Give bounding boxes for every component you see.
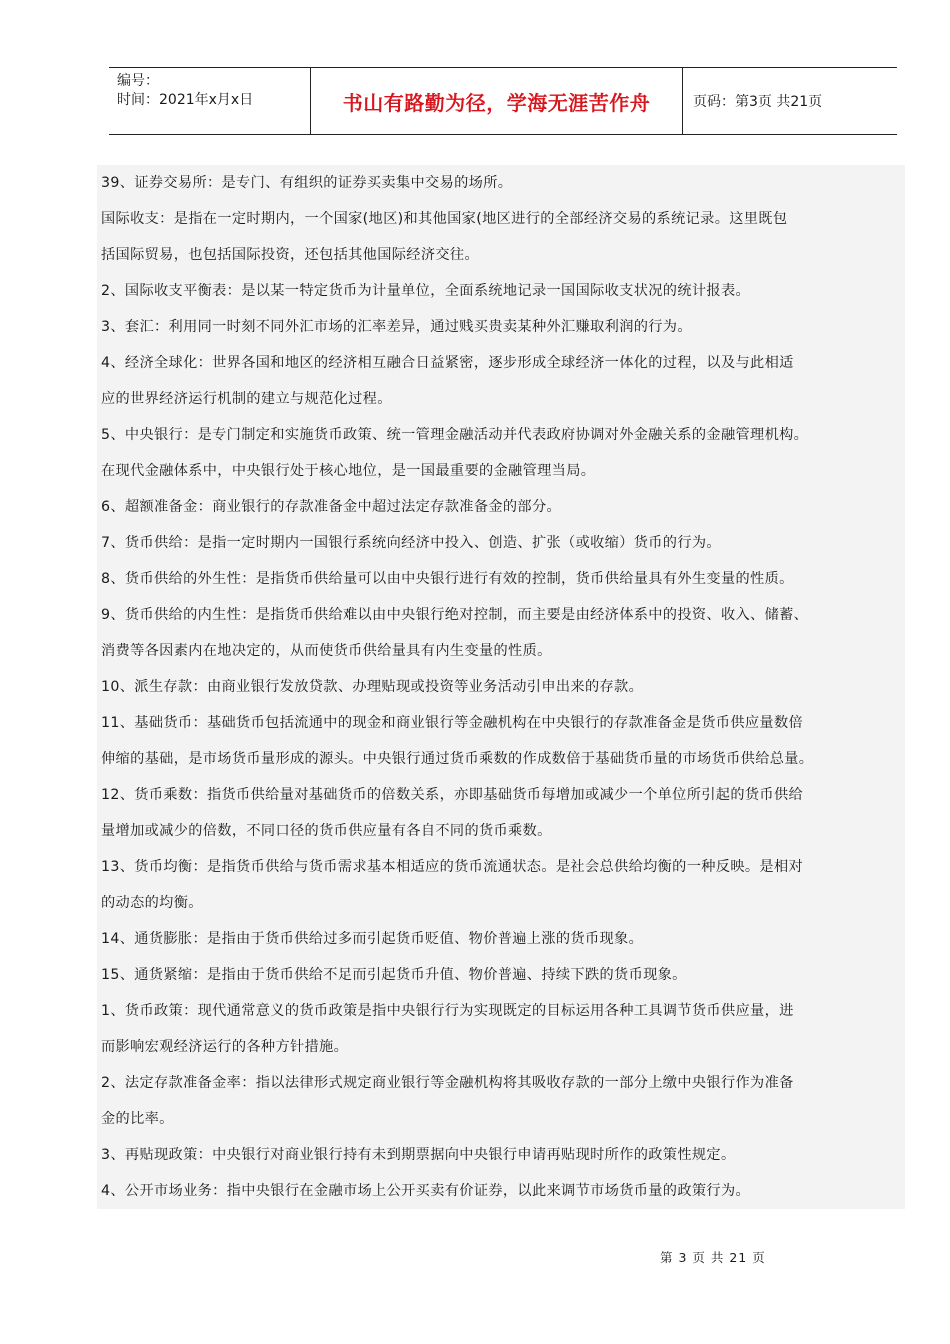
paragraph-line: 12、货币乘数：指货币供给量对基础货币的倍数关系，亦即基础货币每增加或减少一个单位所引起的货币供给 xyxy=(101,787,804,803)
paragraph-line: 的动态的均衡。 xyxy=(101,895,203,911)
paragraph xyxy=(97,309,905,345)
paragraph-line: 消费等各因素内在地决定的，从而使货币供给量具有内生变量的性质。 xyxy=(101,643,552,659)
page-info-cell xyxy=(683,68,897,134)
paragraph xyxy=(97,921,905,957)
page-footer xyxy=(660,1248,766,1266)
paragraph-line: 13、货币均衡：是指货币供给与货币需求基本相适应的货币流通状态。是社会总供给均衡的一种反映。是相对 xyxy=(101,859,804,875)
paragraph-line: 3、套汇：利用同一时刻不同外汇市场的汇率差异，通过贱买贵卖某种外汇赚取利润的行为。 xyxy=(101,319,692,335)
paragraph xyxy=(97,273,905,309)
paragraph xyxy=(97,705,905,777)
paragraph-line: 金的比率。 xyxy=(101,1111,174,1127)
paragraph-line: 量增加或减少的倍数，不同口径的货币供应量有各自不同的货币乘数。 xyxy=(101,823,552,839)
paragraph xyxy=(97,561,905,597)
motto-cell xyxy=(311,68,683,134)
paragraph xyxy=(97,957,905,993)
paragraph xyxy=(97,525,905,561)
paragraph-line: 4、经济全球化：世界各国和地区的经济相互融合日益紧密，逐步形成全球经济一体化的过程，以及与此相适 xyxy=(101,355,794,371)
paragraph xyxy=(97,1173,905,1209)
paragraph xyxy=(97,1065,905,1137)
footer-page-number: 第 3 页 共 21 页 xyxy=(660,1250,766,1265)
paragraph-line: 14、通货膨胀：是指由于货币供给过多而引起货币贬值、物价普遍上涨的货币现象。 xyxy=(101,931,644,947)
paragraph xyxy=(97,849,905,921)
paragraph-line: 11、基础货币：基础货币包括流通中的现金和商业银行等金融机构在中央银行的存款准备金是货币供应量数倍 xyxy=(101,715,804,731)
paragraph xyxy=(97,597,905,669)
paragraph xyxy=(97,777,905,849)
paragraph-line: 应的世界经济运行机制的建立与规范化过程。 xyxy=(101,391,392,407)
paragraph-line: 4、公开市场业务：指中央银行在金融市场上公开买卖有价证券，以此来调节市场货币量的政策行为。 xyxy=(101,1183,751,1199)
page-info-text: 页码：第3页 共21页 xyxy=(693,94,823,110)
header-table xyxy=(109,67,897,135)
time-label: 时间：2021年x月x日 xyxy=(117,92,254,108)
paragraph-line: 7、货币供给：是指一定时期内一国银行系统向经济中投入、创造、扩张（或收缩）货币的行为。 xyxy=(101,535,721,551)
paragraph-line: 8、货币供给的外生性：是指货币供给量可以由中央银行进行有效的控制，货币供给量具有外生变量的性质。 xyxy=(101,571,794,587)
motto-text: 书山有路勤为径，学海无涯苦作舟 xyxy=(342,90,651,115)
number-label: 编号： xyxy=(117,73,159,89)
paragraph-line: 39、证券交易所：是专门、有组织的证券买卖集中交易的场所。 xyxy=(101,175,513,191)
paragraph-line: 6、超额准备金：商业银行的存款准备金中超过法定存款准备金的部分。 xyxy=(101,499,562,515)
paragraph xyxy=(97,201,905,273)
paragraph-line: 9、货币供给的内生性：是指货币供给难以由中央银行绝对控制，而主要是由经济体系中的投资、收入、储蓄、 xyxy=(101,607,809,623)
paragraph xyxy=(97,417,905,489)
paragraph-line: 在现代金融体系中，中央银行处于核心地位，是一国最重要的金融管理当局。 xyxy=(101,463,596,479)
paragraph-line: 5、中央银行：是专门制定和实施货币政策、统一管理金融活动并代表政府协调对外金融关系的金融管理机构。 xyxy=(101,427,809,443)
paragraph xyxy=(97,489,905,525)
paragraph xyxy=(97,1137,905,1173)
paragraph-line: 括国际贸易，也包括国际投资，还包括其他国际经济交往。 xyxy=(101,247,479,263)
document-body xyxy=(97,165,905,1209)
paragraph xyxy=(97,345,905,417)
paragraph-line: 2、法定存款准备金率：指以法律形式规定商业银行等金融机构将其吸收存款的一部分上缴中央银行作为准备 xyxy=(101,1075,794,1091)
paragraph xyxy=(97,165,905,201)
paragraph xyxy=(97,669,905,705)
paragraph-line: 15、通货紧缩：是指由于货币供给不足而引起货币升值、物价普遍、持续下跌的货币现象。 xyxy=(101,967,687,983)
header-meta-cell xyxy=(109,68,311,134)
paragraph-line: 伸缩的基础，是市场货币量形成的源头。中央银行通过货币乘数的作成数倍于基础货币量的市场货币供给总量。 xyxy=(101,751,814,767)
paragraph-line: 3、再贴现政策：中央银行对商业银行持有未到期票据向中央银行申请再贴现时所作的政策性规定。 xyxy=(101,1147,736,1163)
paragraph-line: 1、货币政策：现代通常意义的货币政策是指中央银行行为实现既定的目标运用各种工具调节货币供应量，进 xyxy=(101,1003,794,1019)
paragraph xyxy=(97,993,905,1065)
paragraph-line: 国际收支：是指在一定时期内，一个国家(地区)和其他国家(地区进行的全部经济交易的系统记录。这里既包 xyxy=(101,211,788,227)
paragraph-line: 10、派生存款：由商业银行发放贷款、办理贴现或投资等业务活动引申出来的存款。 xyxy=(101,679,644,695)
paragraph-line: 而影响宏观经济运行的各种方针措施。 xyxy=(101,1039,349,1055)
paragraph-line: 2、国际收支平衡表：是以某一特定货币为计量单位，全面系统地记录一国国际收支状况的统计报表。 xyxy=(101,283,751,299)
